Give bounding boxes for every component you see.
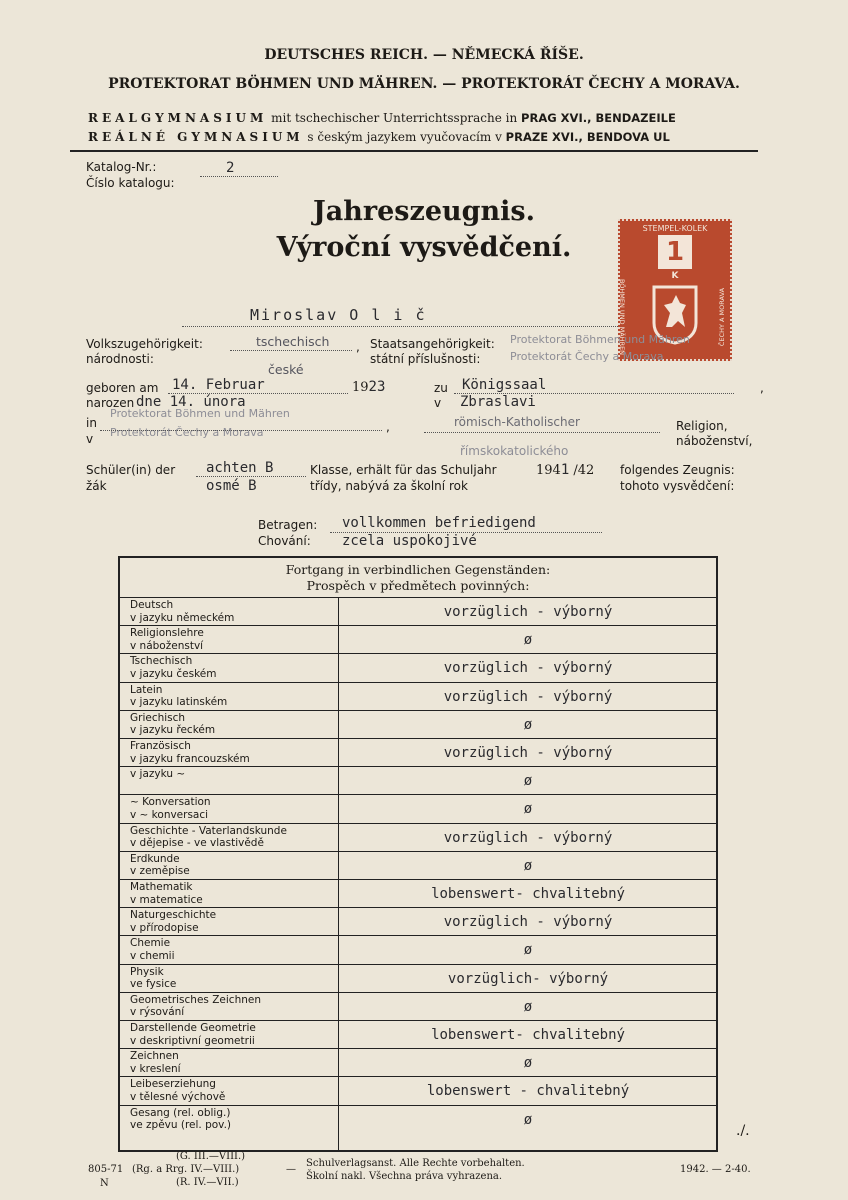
place-cz: Zbraslavi (460, 394, 536, 410)
school-year-typed: 1 (560, 462, 570, 478)
subject-name-cz: v zeměpise (130, 865, 190, 878)
subject-name-cz: v jazyku latinském (130, 696, 228, 709)
student-name: Miroslav O l i č (250, 306, 427, 324)
subject-name-cz: ve fysice (130, 978, 177, 991)
table-row (120, 626, 716, 654)
subject-name-cz: v přírodopise (130, 921, 199, 934)
subject-name-de: Geometrisches Zeichnen (130, 993, 261, 1006)
subject-cell (130, 796, 211, 821)
subject-name-cz: v chemii (130, 949, 175, 962)
footer-grades-2: (Rg. a Rrg. IV.—VIII.) (132, 1164, 240, 1175)
footer-code-sub: N (100, 1178, 109, 1189)
table-heading-cz: Prospěch v předmětech povinných: (306, 578, 530, 593)
born-label-cz: narozen (86, 396, 135, 410)
revenue-stamp-side-left: BÖHMEN UND MÄHREN (618, 278, 626, 356)
subject-name-de: Physik (130, 965, 164, 978)
subject-name-de: Griechisch (130, 711, 186, 724)
citizenship-label-de: Staatsangehörigkeit: (370, 337, 495, 351)
class-de: achten B (206, 460, 274, 476)
subject-cell (130, 825, 287, 850)
subject-cell (130, 966, 176, 991)
grade-cell: ø (523, 716, 533, 733)
school-place-de: PRAG XVI., BENDAZEILE (521, 111, 676, 125)
subject-name-cz: v jazyku českém (130, 667, 217, 680)
grade-cell: ø (523, 857, 533, 874)
subject-cell (130, 1078, 225, 1103)
nationality-label-cz: národnosti: (86, 352, 154, 366)
grade-cell: lobenswert- chvalitebný (431, 886, 625, 902)
nationality-value-de: tschechisch (256, 334, 330, 349)
subject-cell (130, 994, 261, 1019)
subject-name-de: ~ Konversation (130, 796, 211, 809)
school-year-printed-1: 194 (536, 463, 561, 478)
nationality-value-cz: české (268, 362, 304, 377)
catalog-label-de: Katalog-Nr.: (86, 160, 157, 174)
grade-cell: vorzüglich - výborný (443, 914, 613, 931)
school-place-cz: PRAZE XVI., BENDOVA UL (505, 130, 670, 144)
subject-name-de: Erdkunde (130, 852, 180, 865)
school-name-cz: REÁLNÉ GYMNASIUM (88, 130, 304, 144)
subject-name-de: Naturgeschichte (130, 909, 217, 922)
grades-table (118, 556, 718, 1152)
born-date-de: 14. Februar (172, 377, 265, 393)
subject-cell (130, 655, 216, 680)
class-text-de: Klasse, erhält für das Schuljahr (310, 463, 497, 477)
land-label-cz: v (86, 432, 94, 446)
subject-name-cz: v jazyku řeckém (130, 724, 216, 737)
footer-grades-1: (G. III.—VIII.) (176, 1151, 246, 1162)
school-line-de (88, 111, 676, 125)
subject-name-de: Geschichte - Vaterlandskunde (130, 824, 287, 837)
citizenship-label-cz: státní příslušnosti: (370, 352, 481, 366)
table-row (120, 1106, 716, 1134)
subject-name-de: Gesang (rel. oblig.) (130, 1106, 231, 1119)
grade-cell: vorzüglich - výborný (443, 604, 613, 620)
school-year-printed-2: /42 (573, 463, 595, 478)
subject-name-de: Leibeserziehung (130, 1078, 216, 1091)
table-row (120, 1077, 716, 1105)
citizenship-stamp-de: Protektorat Böhmen und Mähren (510, 333, 690, 346)
header-line-1: DEUTSCHES REICH. — NĚMECKÁ ŘÍŠE. (264, 47, 584, 63)
born-year (352, 379, 385, 395)
subject-cell (130, 1050, 181, 1075)
subject-cell (130, 599, 234, 624)
school-name-de: REALGYMNASIUM (88, 111, 268, 125)
pupil-label-de: Schüler(in) der (86, 463, 176, 477)
subject-name-de: Religionslehre (130, 627, 204, 640)
grade-cell: ø (523, 942, 533, 959)
class-cz: osmé B (206, 478, 257, 494)
footer-print-date: 1942. — 2-40. (680, 1164, 751, 1175)
class-end-cz: tohoto vysvědčení: (620, 479, 735, 493)
conduct-label-cz: Chování: (258, 534, 311, 548)
class-text-cz: třídy, nabývá za školní rok (310, 479, 468, 493)
subject-name-cz: v matematice (130, 893, 203, 906)
revenue-stamp-value: 1 (658, 235, 692, 269)
title-cz: Výroční vysvědčení. (276, 232, 572, 263)
grade-cell: ø (523, 1111, 533, 1128)
footer-publisher-cz: Školní nakl. Všechna práva vyhrazena. (306, 1171, 503, 1182)
grade-cell: vorzüglich - výborný (443, 688, 613, 705)
table-row (120, 965, 716, 993)
grade-cell: lobenswert- chvalitebný (431, 1027, 625, 1043)
pupil-label-cz: žák (86, 479, 107, 493)
religion-stamp-de: römisch-Katholischer (454, 415, 580, 429)
catalog-number: 2 (226, 160, 235, 176)
subject-cell (130, 937, 175, 962)
subject-cell (130, 881, 203, 906)
nationality-label-de: Volkszugehörigkeit: (86, 337, 203, 351)
religion-label-de: Religion, (676, 419, 728, 433)
table-row (120, 598, 716, 626)
subject-name-de: Französisch (130, 740, 191, 752)
class-end-de: folgendes Zeugnis: (620, 463, 735, 477)
grade-cell: ø (523, 801, 533, 818)
grade-cell: ø (523, 632, 533, 649)
place-de: Königssaal (462, 377, 547, 393)
conduct-value-de: vollkommen befriedigend (342, 515, 536, 531)
subject-name-cz: v tělesné výchově (130, 1090, 226, 1103)
conduct-label-de: Betragen: (258, 518, 318, 532)
grade-cell: ø (523, 998, 533, 1015)
subject-cell (130, 740, 250, 765)
subject-cell (130, 627, 204, 652)
table-row (120, 993, 716, 1021)
table-row (120, 824, 716, 852)
catalog-label-cz: Číslo katalogu: (86, 176, 175, 190)
table-row (120, 936, 716, 964)
school-language-de: mit tschechischer Unterrichtssprache in (271, 111, 518, 125)
subject-name-de: Latein (130, 683, 163, 696)
subject-cell (130, 768, 185, 781)
page-mark: ./. (736, 1123, 750, 1139)
table-row (120, 739, 716, 767)
table-heading-de: Fortgang in verbindlichen Gegenständen: (285, 562, 551, 577)
school-line-cz (88, 130, 670, 144)
born-date-cz: dne 14. února (136, 394, 246, 410)
table-row (120, 908, 716, 936)
table-row (120, 767, 716, 795)
table-row (120, 795, 716, 823)
footer-code: 805-71 (88, 1164, 124, 1175)
born-year-typed: 23 (368, 379, 386, 395)
subject-cell (130, 712, 215, 737)
table-row (120, 711, 716, 739)
subject-cell (130, 909, 216, 934)
grade-cell: ø (523, 773, 533, 790)
religion-stamp-cz: římskokatolického (460, 444, 569, 458)
grade-cell: vorzüglich - výborný (443, 660, 613, 677)
conduct-value-cz: zcela uspokojivé (342, 533, 477, 549)
subject-name-cz: ve zpěvu (rel. pov.) (130, 1119, 232, 1132)
grade-cell: vorzüglich- výborný (447, 970, 609, 987)
subject-name-cz: v dějepise - ve vlastivědě (130, 837, 264, 850)
subject-name-cz: v kreslení (130, 1062, 181, 1075)
grade-cell: lobenswert - chvalitebný (426, 1083, 630, 1100)
subject-name-cz: v jazyku ~ (130, 768, 186, 781)
born-label-de: geboren am (86, 381, 159, 395)
subject-name-cz: v jazyku francouzském (130, 752, 250, 765)
school-year (536, 462, 594, 478)
subject-name-de: Chemie (130, 937, 171, 950)
grade-cell: vorzüglich - výborný (443, 745, 613, 761)
table-row (120, 683, 716, 711)
revenue-stamp-unit: K (671, 271, 679, 281)
header-line-2: PROTEKTORAT BÖHMEN UND MÄHREN. — PROTEKTORÁT ČECHY A MORAVA. (108, 76, 740, 92)
subject-name-de: Zeichnen (130, 1050, 179, 1063)
subject-cell (130, 853, 190, 878)
subject-cell (130, 1107, 231, 1132)
subject-cell (130, 1022, 256, 1047)
citizenship-stamp-cz: Protektorát Čechy a Morava (510, 350, 664, 363)
table-row (120, 654, 716, 682)
table-row (120, 852, 716, 880)
table-row (120, 880, 716, 908)
subject-cell (130, 684, 227, 709)
subject-name-de: Tschechisch (130, 655, 193, 668)
subject-name-cz: v ~ konversaci (130, 808, 209, 821)
subject-name-de: Mathematik (130, 881, 193, 893)
subject-name-de: Darstellende Geometrie (130, 1022, 256, 1034)
land-stamp-cz: Protektorát Čechy a Morava (110, 426, 264, 439)
grade-cell: ø (523, 1055, 533, 1072)
revenue-stamp-side-right: ČECHY A MORAVA (718, 287, 726, 347)
footer-grades-3: (R. IV.—VII.) (176, 1177, 239, 1188)
header-divider (70, 150, 758, 152)
table-row (120, 1049, 716, 1077)
place-label-de: zu (434, 381, 448, 395)
table-row (120, 1021, 716, 1049)
footer-publisher-de: Schulverlagsanst. Alle Rechte vorbehalten. (306, 1158, 525, 1169)
religion-label-cz: náboženství, (676, 434, 753, 448)
grade-cell: vorzüglich - výborný (443, 829, 613, 846)
land-label-de: in (86, 416, 97, 430)
table-heading (120, 558, 716, 598)
subject-name-cz: v rýsování (130, 1006, 185, 1019)
land-stamp-de: Protektorat Böhmen und Mähren (110, 407, 290, 420)
subject-name-cz: v jazyku německém (130, 611, 235, 624)
born-year-printed: 19 (352, 380, 369, 395)
place-label-cz: v (434, 396, 442, 410)
subject-name-cz: v náboženství (130, 639, 204, 652)
revenue-stamp-label: STEMPEL-KOLEK (642, 224, 708, 233)
title-de: Jahreszeugnis. (312, 196, 535, 227)
subject-name-de: Deutsch (130, 599, 174, 611)
subject-name-cz: v deskriptivní geometrii (130, 1034, 255, 1047)
school-language-cz: s českým jazykem vyučovacím v (307, 130, 502, 144)
